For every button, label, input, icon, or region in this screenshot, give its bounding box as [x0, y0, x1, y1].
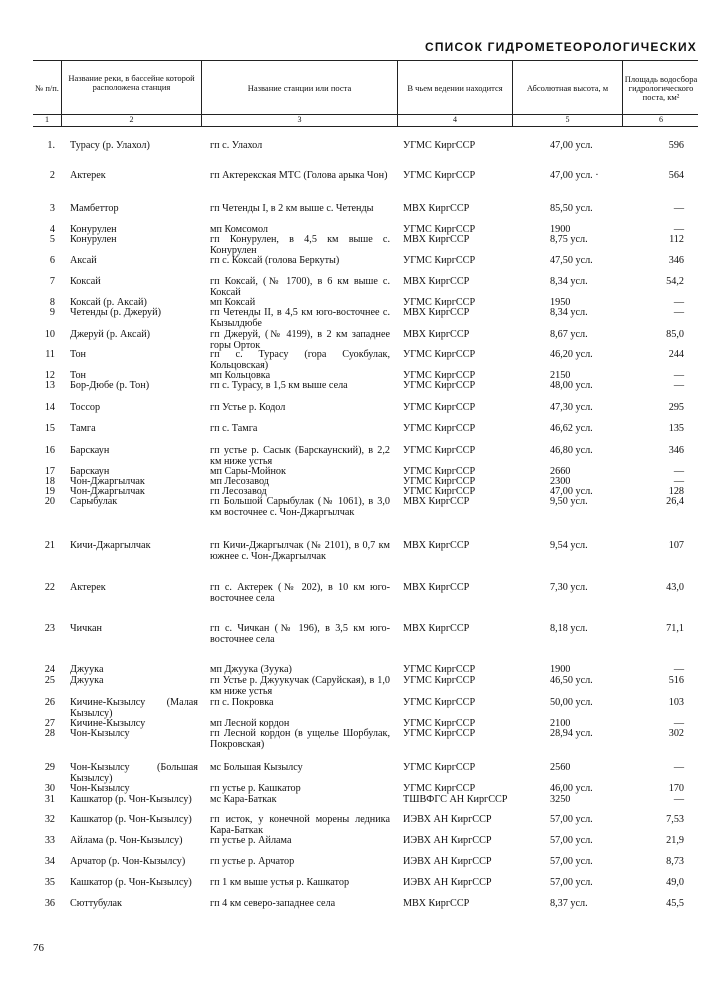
column-number: 3 [297, 115, 302, 124]
column-number: 4 [453, 115, 457, 124]
river-name: Конурулен [70, 234, 117, 245]
river-name: Арчатор (р. Чон-Кызылсу) [70, 856, 186, 867]
row-number: 21 [44, 540, 55, 551]
catchment-area: — [673, 476, 684, 487]
station-name: гп Четенды II, в 4,5 км юго-восточнее с. Кызылдюбе [210, 307, 390, 329]
river-name: Кичине-Кызылсу (Малая Кызылсу) [70, 697, 198, 719]
column-divider [61, 60, 62, 126]
catchment-area: — [673, 794, 684, 805]
catchment-area: 21,9 [666, 835, 684, 846]
agency: УГМС КиргССР [403, 380, 476, 391]
column-number: 6 [659, 115, 663, 124]
row-number: 16 [44, 445, 55, 456]
altitude: 2560 [550, 762, 571, 773]
altitude: 47,00 усл. · [550, 170, 599, 181]
agency: УГМС КиргССР [403, 783, 476, 794]
station-name: гп устье р. Айлама [210, 835, 292, 846]
station-name: гп исток, у конечной морены ледника Кара-Баткак [210, 814, 390, 836]
altitude: 28,94 усл. [550, 728, 593, 739]
row-number: 5 [49, 234, 55, 245]
station-name: мп Лесной кордон [210, 718, 290, 729]
altitude: 1950 [550, 297, 571, 308]
catchment-area: — [673, 380, 684, 391]
row-number: 18 [44, 476, 55, 487]
catchment-area: 103 [668, 697, 684, 708]
station-name: гп с. Коксай (голова Беркуты) [210, 255, 340, 266]
catchment-area: 170 [668, 783, 684, 794]
row-number: 15 [44, 423, 55, 434]
altitude: 2150 [550, 370, 571, 381]
altitude: 46,50 усл. [550, 675, 593, 686]
station-name: гп Лесной кордон (в ущелье Шорбулак, Покровская) [210, 728, 390, 750]
column-number: 1 [45, 115, 49, 124]
column-number: 5 [565, 115, 570, 124]
page-title: СПИСОК ГИДРОМЕТЕОРОЛОГИЧЕСКИХ [424, 40, 697, 54]
station-name: гп Коксай, (№ 1700), в 6 км выше с. Коксай [210, 276, 390, 298]
river-name: Мамбеттор [70, 203, 119, 214]
station-name: гп Четенды I, в 2 км выше с. Четенды [210, 203, 374, 214]
altitude: 57,00 усл. [550, 856, 593, 867]
station-name: гп с. Актерек (№ 202), в 10 км юго-восточнее села [210, 582, 390, 604]
river-name: Кашкатор (р. Чон-Кызылсу) [70, 877, 192, 888]
river-name: Коксай [70, 276, 101, 287]
river-name: Тон [70, 370, 87, 381]
row-number: 17 [44, 466, 55, 477]
station-name: гп Большой Сарыбулак (№ 1061), в 3,0 км восточнее с. Чон-Джаргылчак [210, 496, 390, 518]
header-area: Площадь водосбора гидрологического поста, км² [624, 73, 698, 102]
catchment-area: — [673, 466, 684, 477]
altitude: 48,00 усл. [550, 380, 593, 391]
altitude: 46,80 усл. [550, 445, 593, 456]
agency: МВХ КиргССР [403, 623, 470, 634]
catchment-area: 49,0 [666, 877, 684, 888]
altitude: 8,34 усл. [550, 276, 588, 287]
altitude: 47,50 усл. [550, 255, 593, 266]
station-name: гп Актерекская МТС (Голова арыка Чон) [210, 170, 388, 181]
altitude: 47,00 усл. [550, 486, 593, 497]
agency: ТШВФГС АН КиргССР [403, 794, 508, 805]
agency: УГМС КиргССР [403, 445, 476, 456]
station-name: гп устье р. Сасык (Барскаунский), в 2,2 км ниже устья [210, 445, 390, 467]
row-number: 4 [49, 224, 55, 235]
agency: УГМС КиргССР [403, 697, 476, 708]
catchment-area: 45,5 [666, 898, 684, 909]
station-name: гп 4 км северо-западнее села [210, 898, 336, 909]
agency: МВХ КиргССР [403, 329, 470, 340]
agency: УГМС КиргССР [403, 349, 476, 360]
station-name: мс Большая Кызылсу [210, 762, 303, 773]
row-number: 3 [49, 203, 55, 214]
row-number: 34 [44, 856, 55, 867]
agency: УГМС КиргССР [403, 402, 476, 413]
row-number: 8 [49, 297, 55, 308]
station-name: гп с. Турасу (гора Суокбулак, Кольцовская) [210, 349, 390, 371]
catchment-area: — [673, 307, 684, 318]
river-name: Актерек [70, 170, 106, 181]
river-name: Тамга [70, 423, 96, 434]
agency: УГМС КиргССР [403, 675, 476, 686]
altitude: 85,50 усл. [550, 203, 593, 214]
river-name: Чон-Джаргылчак [70, 486, 145, 497]
station-name: гп с. Тамга [210, 423, 258, 434]
column-divider [397, 60, 398, 126]
station-name: мп Сары-Мойнок [210, 466, 286, 477]
altitude: 8,37 усл. [550, 898, 588, 909]
agency: УГМС КиргССР [403, 728, 476, 739]
row-number: 14 [44, 402, 55, 413]
river-name: Джеруй (р. Аксай) [70, 329, 151, 340]
catchment-area: 85,0 [666, 329, 684, 340]
river-name: Бор-Дюбе (р. Тон) [70, 380, 150, 391]
catchment-area: 43,0 [666, 582, 684, 593]
row-number: 33 [44, 835, 55, 846]
catchment-area: 244 [668, 349, 684, 360]
station-name: гп с. Чичкан (№ 196), в 3,5 км юго-восточнее села [210, 623, 390, 645]
row-number: 28 [44, 728, 55, 739]
row-number: 11 [45, 349, 55, 360]
station-name: гп с. Улахол [210, 140, 263, 151]
station-name: гп Кичи-Джаргылчак (№ 2101), в 0,7 км южнее с. Чон-Джаргылчак [210, 540, 390, 562]
altitude: 3250 [550, 794, 571, 805]
row-number: 19 [44, 486, 55, 497]
page-number: 76 [33, 942, 44, 954]
agency: МВХ КиргССР [403, 898, 470, 909]
catchment-area: 54,2 [666, 276, 684, 287]
header-river: Название реки, в бассейне которой расположена станция [68, 73, 195, 92]
river-name: Джуука [70, 675, 104, 686]
altitude: 9,54 усл. [550, 540, 588, 551]
river-name: Кашкатор (р. Чон-Кызылсу) [70, 814, 192, 825]
catchment-area: 8,73 [666, 856, 684, 867]
catchment-area: 516 [668, 675, 684, 686]
station-name: мп Кольцовка [210, 370, 271, 381]
catchment-area: 135 [668, 423, 684, 434]
catchment-area: 128 [668, 486, 684, 497]
catchment-area: 26,4 [666, 496, 684, 507]
river-name: Чон-Кызылсу [70, 783, 130, 794]
river-name: Четенды (р. Джеруй) [70, 307, 161, 318]
row-number: 10 [44, 329, 55, 340]
river-name: Кичи-Джаргылчак [70, 540, 151, 551]
row-number: 31 [44, 794, 55, 805]
row-number: 6 [49, 255, 55, 266]
river-name: Тон [70, 349, 87, 360]
agency: ИЭВХ АН КиргССР [403, 835, 492, 846]
river-name: Аксай [70, 255, 97, 266]
altitude: 46,00 усл. [550, 783, 593, 794]
river-name: Чичкан [70, 623, 102, 634]
catchment-area: 295 [668, 402, 684, 413]
row-number: 13 [44, 380, 55, 391]
station-name: гп с. Покровка [210, 697, 274, 708]
altitude: 46,62 усл. [550, 423, 593, 434]
station-name: гп устье р. Кашкатор [210, 783, 301, 794]
altitude: 7,30 усл. [550, 582, 588, 593]
agency: УГМС КиргССР [403, 466, 476, 477]
agency: МВХ КиргССР [403, 582, 470, 593]
agency: УГМС КиргССР [403, 297, 476, 308]
river-name: Чон-Джаргылчак [70, 476, 145, 487]
altitude: 8,18 усл. [550, 623, 588, 634]
row-number: 27 [44, 718, 55, 729]
agency: МВХ КиргССР [403, 307, 470, 318]
agency: МВХ КиргССР [403, 203, 470, 214]
catchment-area: — [673, 224, 684, 235]
row-number: 22 [44, 582, 55, 593]
agency: УГМС КиргССР [403, 486, 476, 497]
station-name: гп 1 км выше устья р. Кашкатор [210, 877, 350, 888]
catchment-area: 346 [668, 255, 684, 266]
agency: УГМС КиргССР [403, 170, 476, 181]
station-name: гп Конурулен, в 4,5 км выше с. Конурулен [210, 234, 390, 256]
agency: УГМС КиргССР [403, 762, 476, 773]
altitude: 2300 [550, 476, 571, 487]
row-number: 24 [44, 664, 55, 675]
station-name: гп Джеруй, (№ 4199), в 2 км западнее горы Орток [210, 329, 390, 351]
station-name: мп Джуука (Зуука) [210, 664, 292, 675]
station-name: мп Лесозавод [210, 476, 269, 487]
altitude: 57,00 усл. [550, 835, 593, 846]
row-number: 9 [49, 307, 55, 318]
river-name: Айлама (р. Чон-Кызылсу) [70, 835, 183, 846]
river-name: Сюттубулак [70, 898, 122, 909]
agency: МВХ КиргССР [403, 496, 470, 507]
row-number: 1. [47, 140, 55, 151]
station-name: гп с. Турасу, в 1,5 км выше села [210, 380, 348, 391]
altitude: 9,50 усл. [550, 496, 588, 507]
header-agency: В чьем ведении находится [407, 82, 503, 93]
catchment-area: — [673, 370, 684, 381]
altitude: 57,00 усл. [550, 814, 593, 825]
river-name: Кичине-Кызылсу [70, 718, 146, 729]
agency: УГМС КиргССР [403, 718, 476, 729]
station-name: мс Кара-Баткак [210, 794, 277, 805]
column-number-rule [33, 126, 698, 127]
river-name: Конурулен [70, 224, 117, 235]
row-number: 7 [49, 276, 55, 287]
catchment-area: 107 [668, 540, 684, 551]
altitude: 1900 [550, 664, 571, 675]
station-name: гп Устье р. Джуукучак (Саруйская), в 1,0 км ниже устья [210, 675, 390, 697]
river-name: Турасу (р. Улахол) [70, 140, 150, 151]
catchment-area: 112 [669, 234, 684, 245]
altitude: 1900 [550, 224, 571, 235]
row-number: 23 [44, 623, 55, 634]
river-name: Коксай (р. Аксай) [70, 297, 147, 308]
catchment-area: 71,1 [666, 623, 684, 634]
agency: УГМС КиргССР [403, 224, 476, 235]
agency: ИЭВХ АН КиргССР [403, 877, 492, 888]
station-name: мп Коксай [210, 297, 256, 308]
row-number: 30 [44, 783, 55, 794]
row-number: 29 [44, 762, 55, 773]
column-divider [512, 60, 513, 126]
row-number: 32 [44, 814, 55, 825]
altitude: 2100 [550, 718, 571, 729]
catchment-area: 346 [668, 445, 684, 456]
agency: МВХ КиргССР [403, 276, 470, 287]
agency: МВХ КиргССР [403, 234, 470, 245]
agency: УГМС КиргССР [403, 255, 476, 266]
agency: МВХ КиргССР [403, 540, 470, 551]
altitude: 2660 [550, 466, 571, 477]
column-divider [201, 60, 202, 126]
catchment-area: 7,53 [666, 814, 684, 825]
table-top-rule [33, 60, 698, 61]
station-name: гп устье р. Арчатор [210, 856, 295, 867]
river-name: Барскаун [70, 466, 110, 477]
altitude: 46,20 усл. [550, 349, 593, 360]
altitude: 8,75 усл. [550, 234, 588, 245]
agency: УГМС КиргССР [403, 423, 476, 434]
catchment-area: — [673, 297, 684, 308]
catchment-area: — [673, 718, 684, 729]
catchment-area: 302 [668, 728, 684, 739]
header-station: Название станции или поста [247, 82, 352, 93]
catchment-area: — [673, 664, 684, 675]
row-number: 12 [44, 370, 55, 381]
agency: ИЭВХ АН КиргССР [403, 856, 492, 867]
row-number: 35 [44, 877, 55, 888]
station-name: мп Комсомол [210, 224, 268, 235]
river-name: Кашкатор (р. Чон-Кызылсу) [70, 794, 192, 805]
river-name: Чон-Кызылсу (Большая Кызылсу) [70, 762, 198, 784]
station-name: гп Лесозавод [210, 486, 267, 497]
column-number: 2 [129, 115, 134, 124]
row-number: 2 [49, 170, 55, 181]
row-number: 25 [44, 675, 55, 686]
agency: УГМС КиргССР [403, 476, 476, 487]
agency: УГМС КиргССР [403, 140, 476, 151]
altitude: 57,00 усл. [550, 877, 593, 888]
altitude: 8,67 усл. [550, 329, 588, 340]
header-num: № п/п. [35, 82, 59, 93]
altitude: 47,30 усл. [550, 402, 593, 413]
column-divider [622, 60, 623, 126]
altitude: 50,00 усл. [550, 697, 593, 708]
river-name: Тоссор [70, 402, 101, 413]
row-number: 26 [44, 697, 55, 708]
altitude: 47,00 усл. [550, 140, 593, 151]
row-number: 36 [44, 898, 55, 909]
catchment-area: 596 [668, 140, 684, 151]
river-name: Джуука [70, 664, 104, 675]
agency: ИЭВХ АН КиргССР [403, 814, 492, 825]
agency: УГМС КиргССР [403, 664, 476, 675]
agency: УГМС КиргССР [403, 370, 476, 381]
station-name: гп Устье р. Кодол [210, 402, 286, 413]
header-altitude: Абсолютная высота, м [526, 82, 609, 93]
catchment-area: — [673, 762, 684, 773]
river-name: Барскаун [70, 445, 110, 456]
river-name: Чон-Кызылсу [70, 728, 130, 739]
catchment-area: 564 [668, 170, 684, 181]
altitude: 8,34 усл. [550, 307, 588, 318]
river-name: Сарыбулак [70, 496, 118, 507]
river-name: Актерек [70, 582, 106, 593]
catchment-area: — [673, 203, 684, 214]
row-number: 20 [44, 496, 55, 507]
